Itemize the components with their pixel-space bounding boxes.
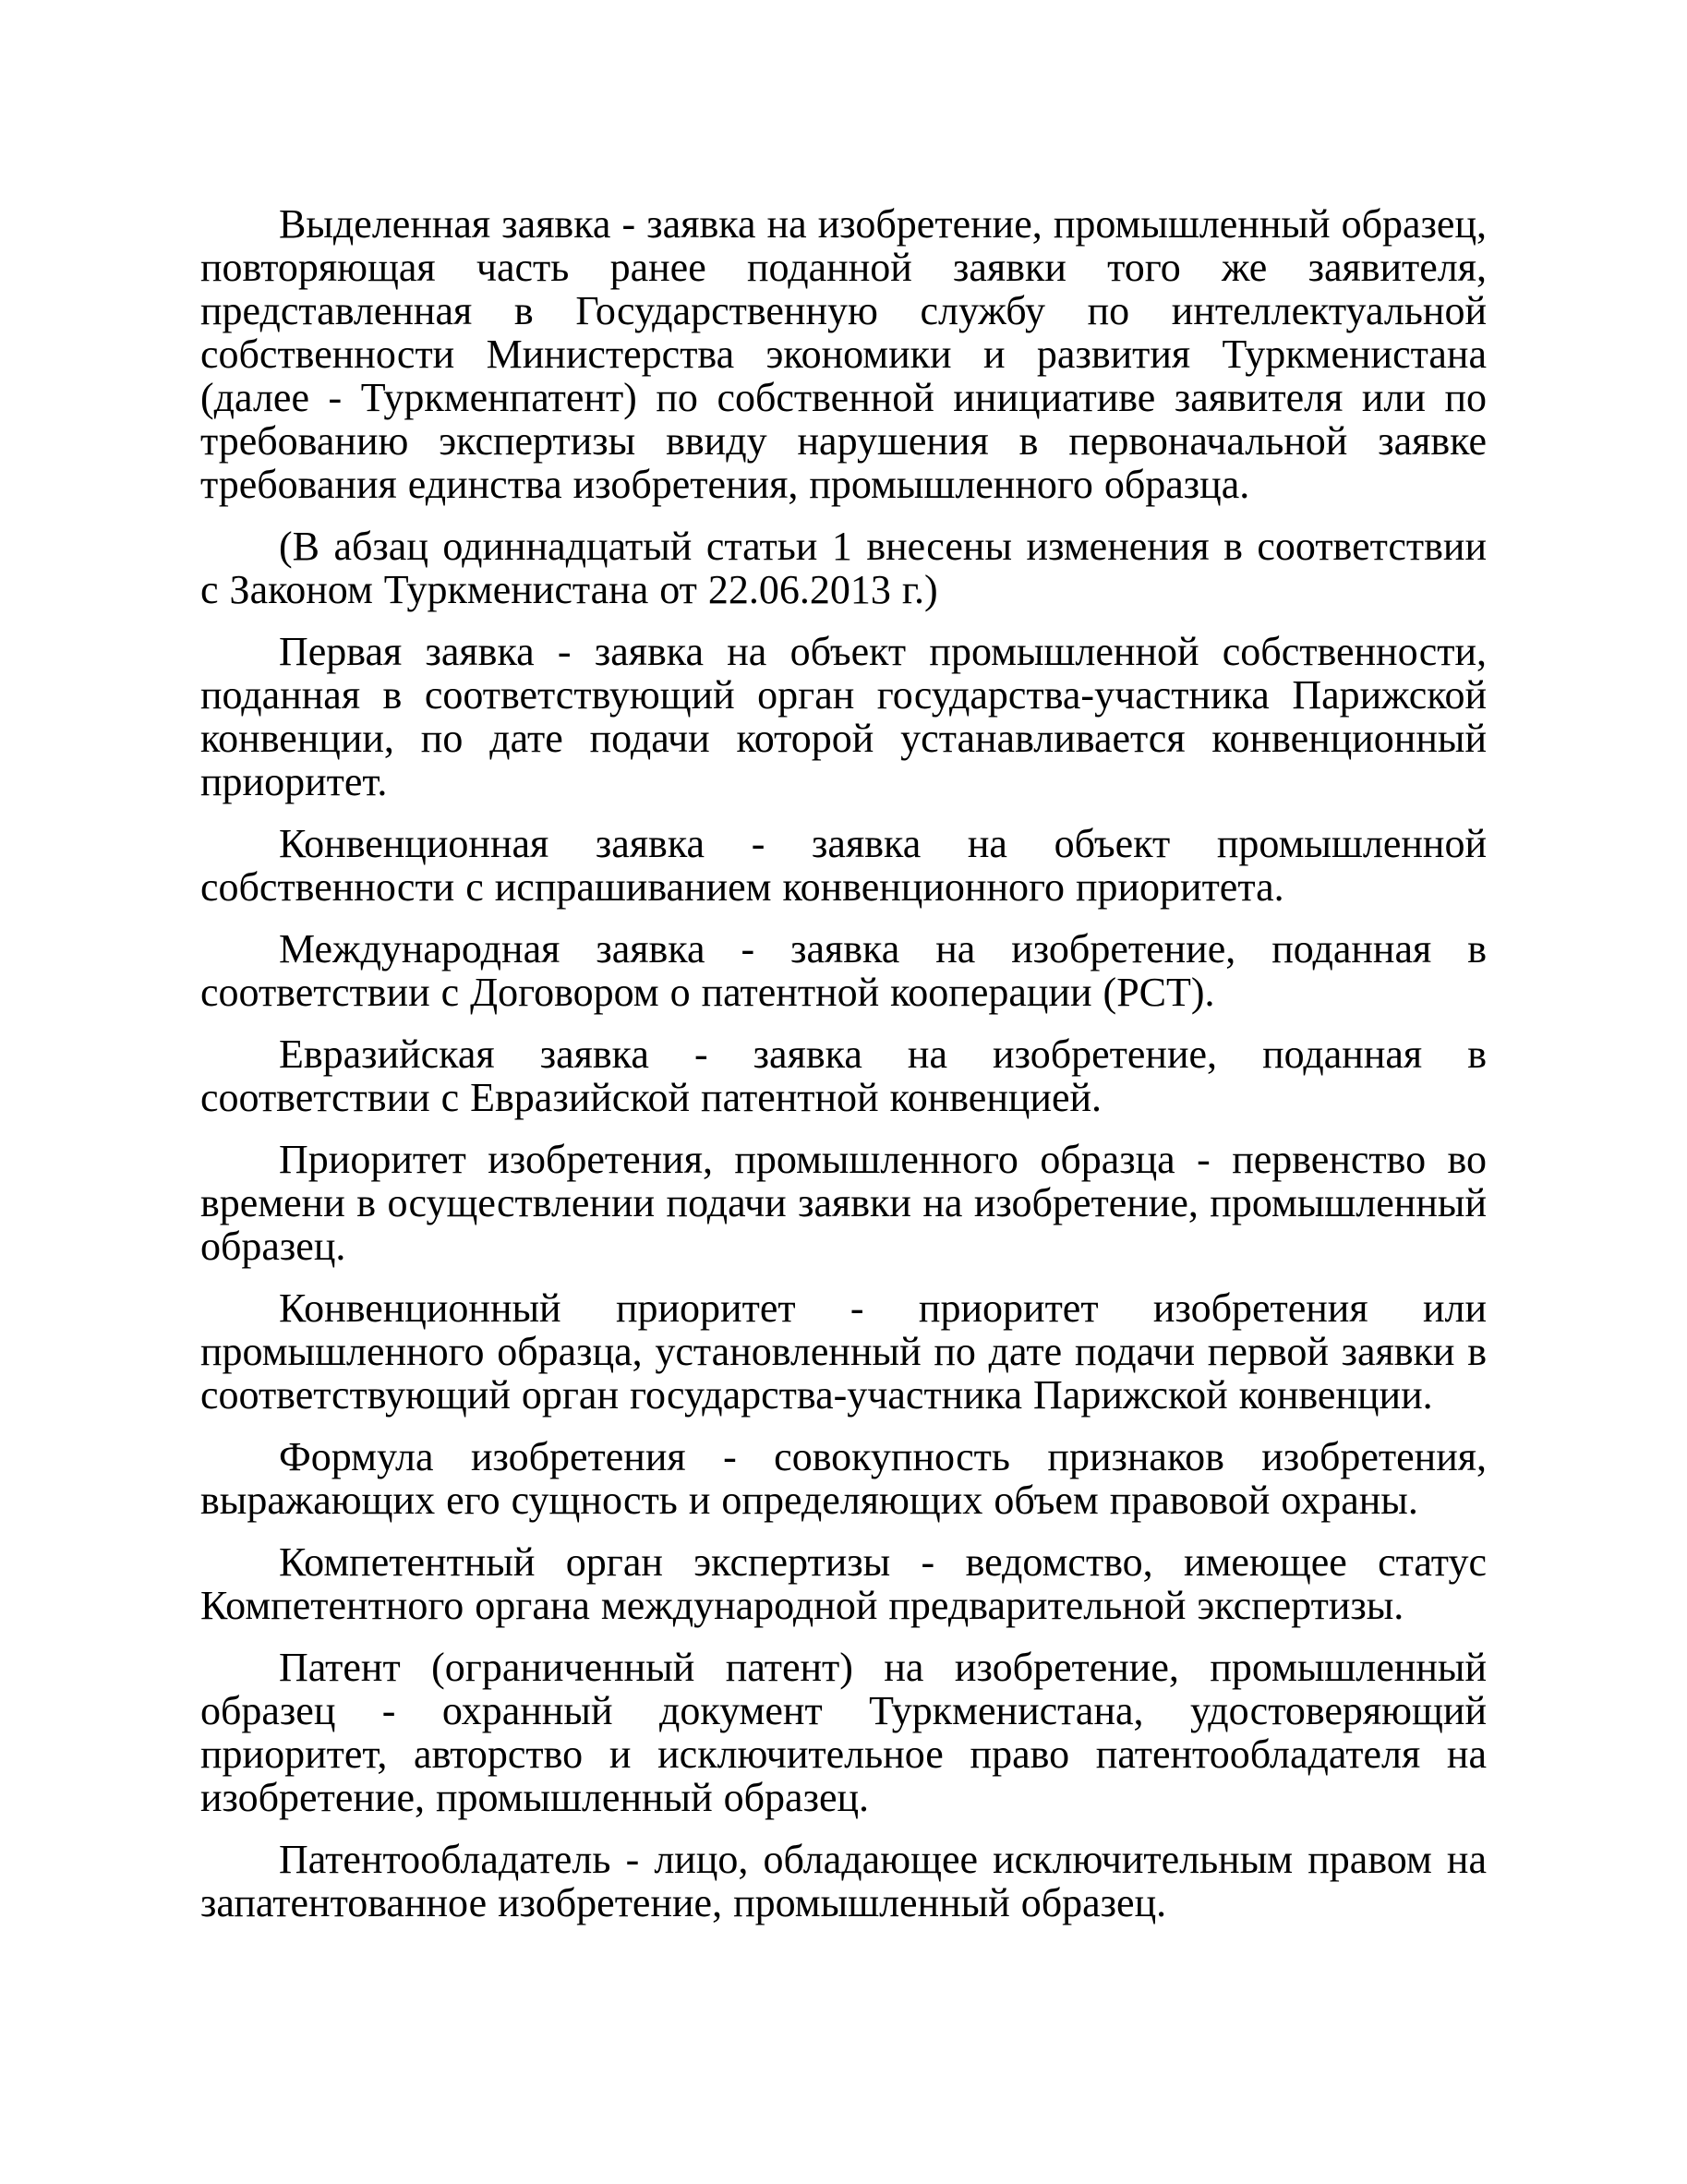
paragraph-6: Евразийская заявка - заявка на изобретение, поданная в соответствии с Евразийской патентной конвенцией. — [200, 1032, 1487, 1120]
paragraph-1: Выделенная заявка - заявка на изобретение, промышленный образец, повторяющая часть ранее поданной заявки того же заявителя, представленная в Государственную службу по интеллектуальной собственности Министерства экономики и развития Туркменистана (далее - Туркменпатент) по собственной инициативе заявителя или по требованию экспертизы ввиду нарушения в первоначальной заявке требования единства изобретения, промышленного образца. — [200, 201, 1487, 507]
paragraph-12: Патентообладатель - лицо, обладающее исключительным правом на запатентованное изобретение, промышленный образец. — [200, 1837, 1487, 1925]
paragraph-5: Международная заявка - заявка на изобретение, поданная в соответствии с Договором о патентной кооперации (PCT). — [200, 926, 1487, 1015]
paragraph-4: Конвенционная заявка - заявка на объект промышленной собственности с испрашиванием конвенционного приоритета. — [200, 821, 1487, 910]
paragraph-10: Компетентный орган экспертизы - ведомство, имеющее статус Компетентного органа международной предварительной экспертизы. — [200, 1539, 1487, 1628]
paragraph-9: Формула изобретения - совокупность признаков изобретения, выражающих его сущность и определяющих объем правовой охраны. — [200, 1434, 1487, 1523]
paragraph-7: Приоритет изобретения, промышленного образца - первенство во времени в осуществлении подачи заявки на изобретение, промышленный образец. — [200, 1137, 1487, 1269]
paragraph-2: (В абзац одиннадцатый статьи 1 внесены изменения в соответствии с Законом Туркменистана от 22.06.2013 г.) — [200, 524, 1487, 612]
paragraph-3: Первая заявка - заявка на объект промышленной собственности, поданная в соответствующий орган государства-участника Парижской конвенции, по дате подачи которой устанавливается конвенционный приоритет. — [200, 629, 1487, 804]
paragraph-11: Патент (ограниченный патент) на изобретение, промышленный образец - охранный документ Туркменистана, удостоверяющий приоритет, авторство и исключительное право патентообладателя на изобретение, промышленный образец. — [200, 1645, 1487, 1820]
paragraph-8: Конвенционный приоритет - приоритет изобретения или промышленного образца, установленный по дате подачи первой заявки в соответствующий орган государства-участника Парижской конвенции. — [200, 1285, 1487, 1418]
